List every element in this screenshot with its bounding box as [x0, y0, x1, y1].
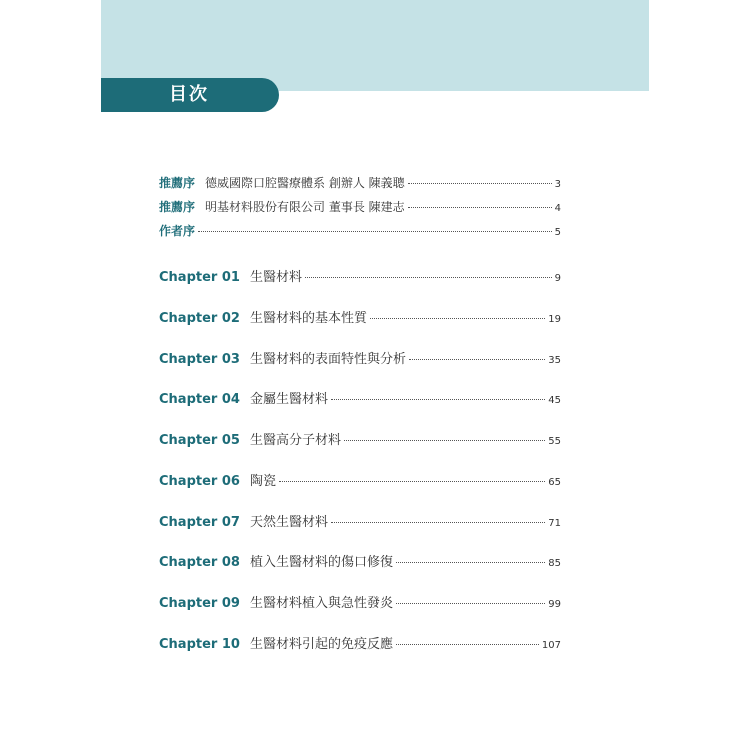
chapter-entry[interactable]: [159, 348, 561, 367]
page-number: 107: [541, 640, 561, 651]
chapter-title: 生醫材料植入與急性發炎: [249, 596, 393, 611]
dot-leader: [198, 231, 552, 232]
chapter-label: Chapter 07: [159, 515, 240, 530]
page-number: 9: [554, 273, 561, 284]
preface-label: 作者序: [159, 224, 196, 238]
chapter-title: 植入生醫材料的傷口修復: [249, 555, 393, 570]
dot-leader: [408, 207, 552, 208]
preface-entry[interactable]: [159, 174, 561, 191]
chapter-entry[interactable]: [159, 633, 561, 652]
chapter-entry[interactable]: [159, 592, 561, 611]
dot-leader: [409, 359, 545, 360]
chapter-title: 生醫材料的基本性質: [249, 311, 367, 326]
page-number: 3: [554, 179, 561, 190]
chapter-label: Chapter 01: [159, 270, 240, 285]
dot-leader: [408, 183, 552, 184]
page-number: 99: [548, 599, 561, 610]
chapter-title: 天然生醫材料: [249, 515, 328, 530]
chapter-label: Chapter 08: [159, 555, 240, 570]
chapter-title: 陶瓷: [249, 474, 276, 489]
chapter-title: 生醫高分子材料: [249, 433, 341, 448]
dot-leader: [396, 644, 539, 645]
chapter-label: Chapter 05: [159, 433, 240, 448]
preface-label: 推薦序: [159, 176, 196, 190]
chapter-entry[interactable]: [159, 266, 561, 285]
dot-leader: [344, 440, 545, 441]
preface-entry[interactable]: [159, 222, 561, 239]
chapter-label: Chapter 06: [159, 474, 240, 489]
toc-heading: 目次: [169, 84, 209, 105]
page-number: 55: [548, 436, 561, 447]
page-number: 4: [554, 203, 561, 214]
chapter-label: Chapter 02: [159, 311, 240, 326]
preface-label: 推薦序: [159, 200, 196, 214]
chapter-title: 生醫材料: [249, 270, 302, 285]
chapter-entry[interactable]: [159, 388, 561, 407]
preface-title: 明基材料股份有限公司 董事長 陳建志: [205, 200, 405, 214]
page-number: 65: [548, 477, 561, 488]
chapter-entry[interactable]: [159, 470, 561, 489]
chapter-label: Chapter 04: [159, 392, 240, 407]
preface-title: 德威國際口腔醫療體系 創辦人 陳義聰: [205, 176, 405, 190]
chapter-entry[interactable]: [159, 511, 561, 530]
chapter-title: 金屬生醫材料: [249, 392, 328, 407]
toc-page: [101, 0, 649, 750]
dot-leader: [331, 522, 545, 523]
page-number: 35: [548, 355, 561, 366]
page-number: 19: [548, 314, 561, 325]
page-number: 45: [548, 395, 561, 406]
dot-leader: [370, 318, 545, 319]
chapter-title: 生醫材料的表面特性與分析: [249, 352, 406, 367]
page-number: 5: [554, 227, 561, 238]
chapter-label: Chapter 10: [159, 637, 240, 652]
toc-title-tab: [101, 78, 279, 112]
chapter-entry[interactable]: [159, 429, 561, 448]
chapter-label: Chapter 09: [159, 596, 240, 611]
dot-leader: [396, 562, 545, 563]
dot-leader: [305, 277, 552, 278]
page-number: 85: [548, 558, 561, 569]
chapter-entry[interactable]: [159, 307, 561, 326]
dot-leader: [396, 603, 545, 604]
page-number: 71: [548, 518, 561, 529]
chapter-title: 生醫材料引起的免疫反應: [249, 637, 393, 652]
preface-entry[interactable]: [159, 198, 561, 215]
chapter-entry[interactable]: [159, 551, 561, 570]
dot-leader: [331, 399, 545, 400]
dot-leader: [279, 481, 545, 482]
chapter-label: Chapter 03: [159, 352, 240, 367]
